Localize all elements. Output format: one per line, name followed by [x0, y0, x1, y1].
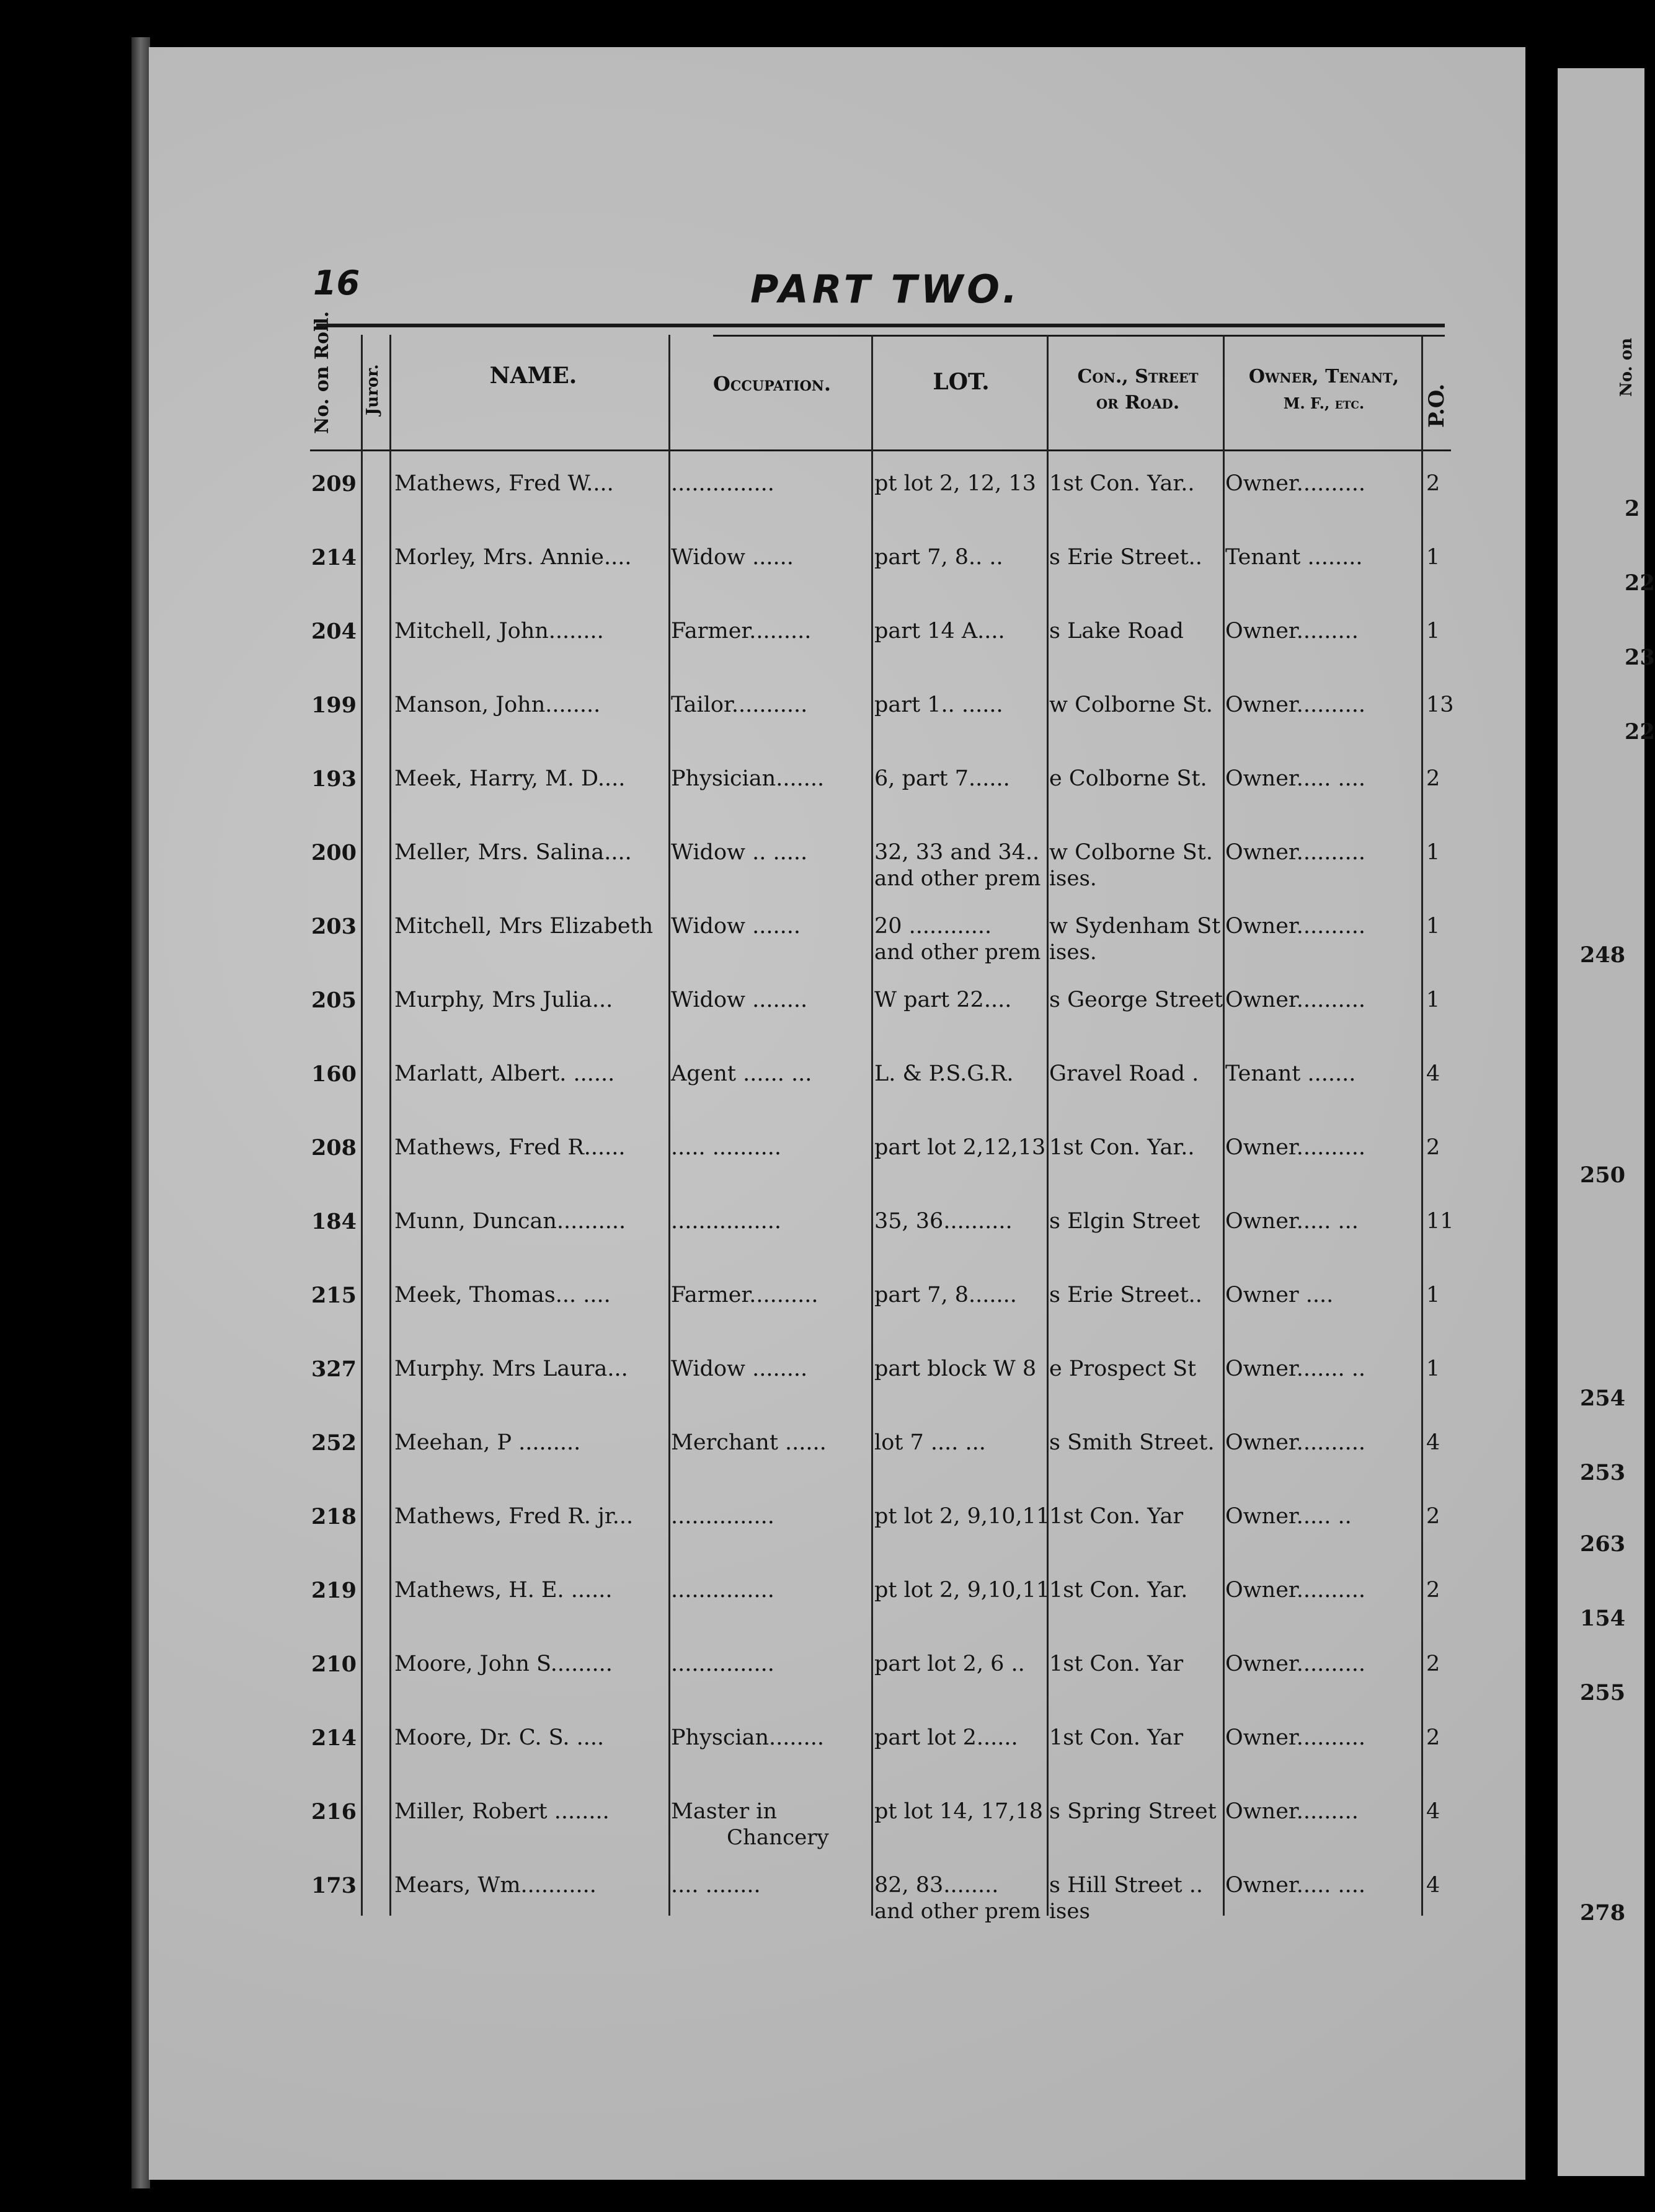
- row-con-street: s Smith Street.: [1049, 1430, 1215, 1455]
- row-lot: 82, 83........: [874, 1873, 999, 1898]
- row-roll-number: 193: [311, 766, 357, 792]
- facing-page-roll-number: 250: [1580, 1162, 1626, 1188]
- row-occupation: Merchant ......: [671, 1430, 827, 1455]
- row-roll-number: 204: [311, 619, 357, 644]
- header-occupation: Occupation.: [713, 372, 831, 396]
- row-name: Meller, Mrs. Salina....: [394, 840, 632, 865]
- row-po: 2: [1426, 1725, 1440, 1750]
- column-rule-roll: [361, 335, 363, 1916]
- facing-page-roll-number: 154: [1580, 1606, 1626, 1631]
- row-occupation: Widow ........: [671, 1356, 808, 1381]
- row-owner-tenant: Owner ....: [1225, 1283, 1334, 1307]
- row-con-street: s Erie Street..: [1049, 545, 1202, 570]
- row-po: 2: [1426, 1504, 1440, 1529]
- row-occupation: Physcian........: [671, 1725, 825, 1750]
- row-owner-tenant: Owner..........: [1225, 692, 1366, 717]
- row-lot: pt lot 14, 17,18: [874, 1799, 1044, 1824]
- row-occupation: ..... ..........: [671, 1135, 782, 1160]
- row-owner-tenant: Tenant .......: [1225, 1061, 1356, 1086]
- row-lot: part lot 2,12,13: [874, 1135, 1046, 1160]
- row-po: 1: [1426, 1283, 1440, 1307]
- row-name: Meek, Thomas... ....: [394, 1283, 611, 1307]
- row-name: Manson, John........: [394, 692, 601, 717]
- row-lot: 35, 36..........: [874, 1209, 1013, 1234]
- column-rule-con: [1223, 335, 1225, 1916]
- header-owner-line1: Owner, Tenant,: [1248, 366, 1400, 387]
- row-lot: pt lot 2, 9,10,11: [874, 1578, 1050, 1603]
- row-lot: part 1.. ......: [874, 692, 1003, 717]
- row-owner-tenant: Owner..........: [1225, 914, 1366, 939]
- row-occupation: Tailor...........: [671, 692, 808, 717]
- row-occupation-continued: Chancery: [727, 1825, 829, 1850]
- facing-page-roll-number: 253: [1580, 1460, 1626, 1485]
- row-owner-tenant: Owner..........: [1225, 840, 1366, 865]
- row-name: Mathews, Fred R......: [394, 1135, 626, 1160]
- row-con-street: 1st Con. Yar: [1049, 1652, 1184, 1676]
- row-occupation: Widow ......: [671, 545, 794, 570]
- row-po: 1: [1426, 545, 1440, 570]
- row-name: Mears, Wm...........: [394, 1873, 597, 1898]
- row-name: Murphy. Mrs Laura...: [394, 1356, 628, 1381]
- row-roll-number: 215: [311, 1283, 357, 1308]
- row-con-street: w Colborne St.: [1049, 840, 1213, 865]
- row-con-continued: ises.: [1049, 940, 1097, 965]
- row-con-street: Gravel Road .: [1049, 1061, 1199, 1086]
- row-con-street: s Erie Street..: [1049, 1283, 1202, 1307]
- row-owner-tenant: Owner..... ..: [1225, 1504, 1352, 1529]
- facing-page-roll-number: 23: [1625, 645, 1655, 670]
- row-roll-number: 200: [311, 840, 357, 865]
- row-roll-number: 199: [311, 692, 357, 718]
- row-con-street: 1st Con. Yar..: [1049, 471, 1195, 496]
- row-con-street: s George Street: [1049, 988, 1223, 1012]
- facing-page-roll-number: 278: [1580, 1900, 1626, 1926]
- row-lot-continued: and other prem: [874, 866, 1041, 891]
- header-con-line2: or Road.: [1096, 392, 1180, 414]
- row-lot-continued: and other prem: [874, 1899, 1041, 1924]
- row-name: Mathews, Fred R. jr...: [394, 1504, 634, 1529]
- row-occupation: ...............: [671, 471, 774, 496]
- row-con-street: w Sydenham St: [1049, 914, 1221, 939]
- facing-page-roll-number: 2: [1625, 496, 1640, 521]
- row-lot: part 14 A....: [874, 619, 1005, 644]
- row-con-street: 1st Con. Yar: [1049, 1725, 1184, 1750]
- row-lot: part lot 2, 6 ..: [874, 1652, 1025, 1676]
- row-occupation: ................: [671, 1209, 782, 1234]
- header-po: P.O.: [1424, 383, 1449, 428]
- page-binding-edge: [131, 37, 150, 2188]
- row-occupation: ...............: [671, 1578, 774, 1603]
- row-occupation: .... ........: [671, 1873, 761, 1898]
- title-rule: [316, 324, 1445, 327]
- row-name: Moore, John S.........: [394, 1652, 613, 1676]
- row-occupation: Physician.......: [671, 766, 825, 791]
- row-lot: pt lot 2, 12, 13: [874, 471, 1036, 496]
- row-lot: part lot 2......: [874, 1725, 1018, 1750]
- facing-page-roll-number: 255: [1580, 1680, 1626, 1705]
- row-name: Meek, Harry, M. D....: [394, 766, 626, 791]
- row-occupation: Widow ........: [671, 988, 808, 1012]
- row-occupation: ...............: [671, 1504, 774, 1529]
- row-occupation: Agent ...... ...: [671, 1061, 812, 1086]
- row-po: 1: [1426, 840, 1440, 865]
- page-title: PART TWO.: [750, 267, 1021, 312]
- header-juror: Juror.: [363, 364, 382, 415]
- column-rule-owner: [1421, 335, 1423, 1916]
- row-roll-number: 327: [311, 1356, 357, 1382]
- row-lot: part block W 8: [874, 1356, 1037, 1381]
- row-roll-number: 205: [311, 988, 357, 1013]
- row-occupation: Widow .......: [671, 914, 801, 939]
- column-rule-lot: [1047, 335, 1049, 1916]
- row-name: Mathews, Fred W....: [394, 471, 614, 496]
- row-po: 2: [1426, 766, 1440, 791]
- facing-page-roll-number: 22: [1625, 570, 1655, 596]
- row-lot: lot 7 .... ...: [874, 1430, 986, 1455]
- column-rule-juror: [389, 335, 391, 1916]
- row-lot-continued: and other prem: [874, 940, 1041, 965]
- row-po: 13: [1426, 692, 1454, 717]
- facing-page-header: No. on: [1617, 338, 1636, 397]
- row-occupation: Master in: [671, 1799, 778, 1824]
- row-con-continued: ises: [1049, 1899, 1090, 1924]
- row-con-street: 1st Con. Yar.: [1049, 1578, 1188, 1603]
- row-po: 4: [1426, 1799, 1440, 1824]
- row-po: 11: [1426, 1209, 1454, 1234]
- column-rule-name: [668, 335, 670, 1916]
- row-con-street: e Colborne St.: [1049, 766, 1207, 791]
- row-lot: 20 ............: [874, 914, 992, 939]
- facing-page-roll-number: 248: [1580, 942, 1626, 968]
- row-name: Morley, Mrs. Annie....: [394, 545, 632, 570]
- row-po: 1: [1426, 988, 1440, 1012]
- title-rule-secondary: [713, 335, 1445, 337]
- row-owner-tenant: Tenant ........: [1225, 545, 1363, 570]
- row-roll-number: 209: [311, 471, 357, 497]
- row-occupation: ...............: [671, 1652, 774, 1676]
- row-lot: 6, part 7......: [874, 766, 1010, 791]
- column-rule-occupation: [871, 335, 873, 1916]
- row-con-street: 1st Con. Yar: [1049, 1504, 1184, 1529]
- facing-page-roll-number: 22: [1625, 719, 1655, 745]
- row-owner-tenant: Owner..........: [1225, 1135, 1366, 1160]
- header-roll: No. on Roll.: [311, 311, 333, 434]
- row-lot: part 7, 8.......: [874, 1283, 1017, 1307]
- row-owner-tenant: Owner....... ..: [1225, 1356, 1366, 1381]
- row-roll-number: 160: [311, 1061, 357, 1087]
- row-owner-tenant: Owner..... ....: [1225, 1873, 1366, 1898]
- row-name: Mitchell, Mrs Elizabeth: [394, 914, 654, 939]
- row-roll-number: 184: [311, 1209, 357, 1234]
- row-owner-tenant: Owner..........: [1225, 1725, 1366, 1750]
- row-po: 2: [1426, 1652, 1440, 1676]
- header-rule: [310, 449, 1451, 451]
- row-roll-number: 216: [311, 1799, 357, 1825]
- row-roll-number: 252: [311, 1430, 357, 1456]
- row-con-street: s Elgin Street: [1049, 1209, 1200, 1234]
- row-name: Miller, Robert ........: [394, 1799, 610, 1824]
- row-con-street: 1st Con. Yar..: [1049, 1135, 1195, 1160]
- row-roll-number: 219: [311, 1578, 357, 1603]
- row-po: 1: [1426, 914, 1440, 939]
- row-owner-tenant: Owner..........: [1225, 1430, 1366, 1455]
- row-roll-number: 218: [311, 1504, 357, 1529]
- facing-page-roll-number: 254: [1580, 1386, 1626, 1411]
- row-occupation: Widow .. .....: [671, 840, 808, 865]
- row-lot: 32, 33 and 34..: [874, 840, 1040, 865]
- row-po: 4: [1426, 1873, 1440, 1898]
- row-name: Moore, Dr. C. S. ....: [394, 1725, 605, 1750]
- row-lot: L. & P.S.G.R.: [874, 1061, 1014, 1086]
- row-owner-tenant: Owner..........: [1225, 471, 1366, 496]
- page-number: 16: [313, 263, 360, 303]
- row-po: 4: [1426, 1061, 1440, 1086]
- row-po: 1: [1426, 1356, 1440, 1381]
- row-po: 4: [1426, 1430, 1440, 1455]
- row-owner-tenant: Owner..........: [1225, 1652, 1366, 1676]
- row-roll-number: 210: [311, 1652, 357, 1677]
- row-name: Murphy, Mrs Julia...: [394, 988, 613, 1012]
- row-con-street: s Hill Street ..: [1049, 1873, 1203, 1898]
- row-lot: pt lot 2, 9,10,11: [874, 1504, 1050, 1529]
- row-roll-number: 214: [311, 1725, 357, 1751]
- row-po: 2: [1426, 1578, 1440, 1603]
- row-name: Meehan, P .........: [394, 1430, 581, 1455]
- header-name: NAME.: [489, 363, 577, 389]
- row-name: Mathews, H. E. ......: [394, 1578, 613, 1603]
- row-con-street: s Lake Road: [1049, 619, 1184, 644]
- row-roll-number: 173: [311, 1873, 357, 1898]
- row-owner-tenant: Owner..... ...: [1225, 1209, 1359, 1234]
- header-owner-line2: M. F., etc.: [1283, 394, 1365, 412]
- row-lot: part 7, 8.. ..: [874, 545, 1003, 570]
- facing-page-roll-number: 263: [1580, 1531, 1626, 1557]
- row-lot: W part 22....: [874, 988, 1012, 1012]
- row-name: Munn, Duncan..........: [394, 1209, 626, 1234]
- row-con-street: e Prospect St: [1049, 1356, 1197, 1381]
- row-owner-tenant: Owner.........: [1225, 619, 1359, 644]
- header-lot: LOT.: [933, 369, 990, 395]
- row-po: 2: [1426, 471, 1440, 496]
- row-roll-number: 203: [311, 914, 357, 939]
- row-name: Marlatt, Albert. ......: [394, 1061, 615, 1086]
- row-owner-tenant: Owner..........: [1225, 988, 1366, 1012]
- header-con-line1: Con., Street: [1077, 366, 1199, 387]
- row-con-street: s Spring Street: [1049, 1799, 1217, 1824]
- row-owner-tenant: Owner.........: [1225, 1799, 1359, 1824]
- row-roll-number: 214: [311, 545, 357, 570]
- row-roll-number: 208: [311, 1135, 357, 1161]
- row-owner-tenant: Owner..... ....: [1225, 766, 1366, 791]
- row-name: Mitchell, John........: [394, 619, 604, 644]
- row-occupation: Farmer..........: [671, 1283, 819, 1307]
- row-owner-tenant: Owner..........: [1225, 1578, 1366, 1603]
- row-po: 2: [1426, 1135, 1440, 1160]
- row-occupation: Farmer.........: [671, 619, 812, 644]
- row-con-continued: ises.: [1049, 866, 1097, 891]
- row-con-street: w Colborne St.: [1049, 692, 1213, 717]
- row-po: 1: [1426, 619, 1440, 644]
